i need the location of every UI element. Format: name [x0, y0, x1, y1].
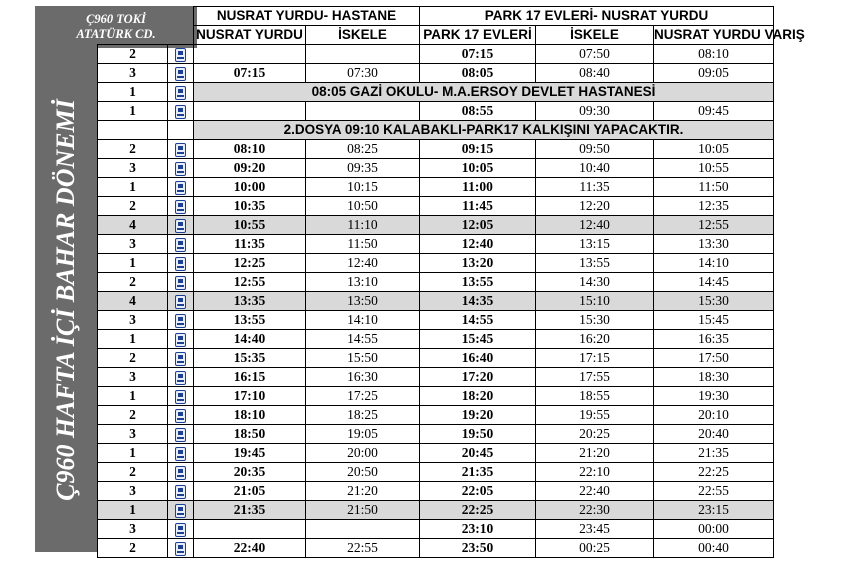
time-cell: 22:40 — [194, 539, 306, 558]
time-cell: 12:55 — [194, 273, 306, 292]
time-cell: 20:40 — [654, 425, 774, 444]
bus-number: 3 — [98, 425, 168, 444]
bus-stop-icon — [175, 352, 186, 366]
bus-icon-cell — [168, 83, 194, 102]
time-cell: 12:40 — [536, 216, 654, 235]
time-cell: 14:55 — [420, 311, 536, 330]
bus-icon-cell — [168, 501, 194, 520]
bus-icon-cell — [168, 539, 194, 558]
time-cell: 21:20 — [306, 482, 420, 501]
time-cell: 15:30 — [536, 311, 654, 330]
time-cell: 12:35 — [654, 197, 774, 216]
time-cell: 00:25 — [536, 539, 654, 558]
time-cell: 14:45 — [654, 273, 774, 292]
sidebar-title-panel — [35, 48, 97, 552]
bus-icon-cell — [168, 349, 194, 368]
bus-stop-icon — [175, 333, 186, 347]
table-row — [98, 349, 774, 368]
time-cell: 23:45 — [536, 520, 654, 539]
time-cell: 16:35 — [654, 330, 774, 349]
time-cell: 22:05 — [420, 482, 536, 501]
time-cell: 13:20 — [420, 254, 536, 273]
bus-number: 4 — [98, 216, 168, 235]
time-cell: 09:35 — [306, 159, 420, 178]
table-row — [98, 482, 774, 501]
bus-number: 1 — [98, 501, 168, 520]
time-cell: 20:45 — [420, 444, 536, 463]
time-cell: 16:20 — [536, 330, 654, 349]
bus-number: 1 — [98, 444, 168, 463]
group-header-nusrat-hastane: NUSRAT YURDU- HASTANE — [194, 7, 420, 26]
bus-number: 2 — [98, 406, 168, 425]
time-cell: 17:55 — [536, 368, 654, 387]
time-cell: 11:10 — [306, 216, 420, 235]
time-cell: 00:00 — [654, 520, 774, 539]
bus-icon-cell — [168, 197, 194, 216]
bus-stop-icon — [175, 219, 186, 233]
bus-stop-icon — [175, 314, 186, 328]
bus-icon-cell — [168, 368, 194, 387]
time-cell: 23:50 — [420, 539, 536, 558]
time-cell: 22:30 — [536, 501, 654, 520]
bus-stop-icon — [175, 105, 186, 119]
schedule-note: 08:05 GAZİ OKULU- M.A.ERSOY DEVLET HASTANESİ — [194, 83, 774, 102]
time-cell: 19:30 — [654, 387, 774, 406]
bus-icon-cell — [168, 254, 194, 273]
table-row — [98, 197, 774, 216]
col-header-iskele: İSKELE — [306, 26, 420, 45]
bus-number: 2 — [98, 349, 168, 368]
time-cell: 21:05 — [194, 482, 306, 501]
bus-icon-cell — [168, 121, 194, 140]
time-cell: 21:35 — [420, 463, 536, 482]
time-cell: 15:10 — [536, 292, 654, 311]
time-cell: 08:25 — [306, 140, 420, 159]
bus-stop-icon — [175, 86, 186, 100]
bus-stop-icon — [175, 523, 186, 537]
bus-icon-cell — [168, 387, 194, 406]
bus-stop-icon — [175, 504, 186, 518]
time-cell: 17:20 — [420, 368, 536, 387]
time-cell: 21:35 — [654, 444, 774, 463]
time-cell: 21:20 — [536, 444, 654, 463]
bus-stop-icon — [175, 295, 186, 309]
time-cell: 09:05 — [654, 64, 774, 83]
time-cell — [306, 520, 420, 539]
bus-icon-cell — [168, 463, 194, 482]
time-cell: 22:55 — [654, 482, 774, 501]
bus-icon-cell — [168, 273, 194, 292]
time-cell: 12:40 — [420, 235, 536, 254]
table-row — [98, 254, 774, 273]
time-cell: 14:10 — [654, 254, 774, 273]
time-cell: 13:35 — [194, 292, 306, 311]
time-cell: 20:50 — [306, 463, 420, 482]
bus-icon-cell — [168, 216, 194, 235]
bus-icon-cell — [168, 178, 194, 197]
bus-stop-icon — [175, 238, 186, 252]
bus-icon-cell — [168, 406, 194, 425]
bus-stop-icon — [175, 276, 186, 290]
table-row — [98, 463, 774, 482]
col-header-nusrat-yurdu: NUSRAT YURDU — [194, 26, 306, 45]
table-row — [98, 368, 774, 387]
bus-stop-icon — [175, 409, 186, 423]
timetable-body — [98, 45, 774, 558]
bus-stop-icon — [175, 371, 186, 385]
time-cell: 12:40 — [306, 254, 420, 273]
time-cell: 18:50 — [194, 425, 306, 444]
table-row — [98, 292, 774, 311]
bus-icon-cell — [168, 45, 194, 64]
bus-stop-icon — [175, 485, 186, 499]
time-cell: 22:25 — [654, 463, 774, 482]
route-name: Ç960 TOKİ — [86, 12, 146, 26]
timetable — [97, 6, 805, 558]
bus-number: 2 — [98, 273, 168, 292]
bus-number: 3 — [98, 159, 168, 178]
table-row — [98, 216, 774, 235]
time-cell: 15:30 — [654, 292, 774, 311]
time-cell: 18:30 — [654, 368, 774, 387]
time-cell: 08:10 — [194, 140, 306, 159]
time-cell: 14:30 — [536, 273, 654, 292]
time-cell — [306, 102, 420, 121]
bus-icon-cell — [168, 311, 194, 330]
header-spacer — [98, 7, 194, 45]
time-cell: 22:25 — [420, 501, 536, 520]
time-cell: 23:10 — [420, 520, 536, 539]
col-header-iskele-2: İSKELE — [536, 26, 654, 45]
time-cell: 18:25 — [306, 406, 420, 425]
time-cell: 07:15 — [194, 64, 306, 83]
bus-stop-icon — [175, 428, 186, 442]
time-cell: 20:25 — [536, 425, 654, 444]
bus-icon-cell — [168, 102, 194, 121]
time-cell: 21:50 — [306, 501, 420, 520]
bus-number — [98, 121, 168, 140]
time-cell: 07:15 — [420, 45, 536, 64]
time-cell: 09:20 — [194, 159, 306, 178]
time-cell: 20:10 — [654, 406, 774, 425]
time-cell: 15:35 — [194, 349, 306, 368]
time-cell: 15:45 — [420, 330, 536, 349]
bus-stop-icon — [175, 257, 186, 271]
bus-number: 3 — [98, 520, 168, 539]
time-cell: 09:30 — [536, 102, 654, 121]
time-cell: 17:15 — [536, 349, 654, 368]
time-cell: 19:05 — [306, 425, 420, 444]
time-cell: 10:05 — [420, 159, 536, 178]
table-row — [98, 140, 774, 159]
time-cell: 11:45 — [420, 197, 536, 216]
bus-stop-icon — [175, 181, 186, 195]
time-cell: 22:55 — [306, 539, 420, 558]
group-header-park17-nusrat: PARK 17 EVLERİ- NUSRAT YURDU — [420, 7, 774, 26]
bus-icon-cell — [168, 482, 194, 501]
table-row — [98, 425, 774, 444]
time-cell: 20:35 — [194, 463, 306, 482]
time-cell: 11:50 — [306, 235, 420, 254]
time-cell: 11:35 — [194, 235, 306, 254]
bus-icon-cell — [168, 140, 194, 159]
bus-number: 3 — [98, 368, 168, 387]
bus-number: 2 — [98, 539, 168, 558]
time-cell: 12:20 — [536, 197, 654, 216]
time-cell: 14:10 — [306, 311, 420, 330]
schedule-title: Ç960 HAFTA İÇİ BAHAR DÖNEMİ — [51, 99, 80, 501]
col-header-park17: PARK 17 EVLERİ — [420, 26, 536, 45]
table-row — [98, 520, 774, 539]
table-row — [98, 178, 774, 197]
table-row — [98, 64, 774, 83]
time-cell: 19:55 — [536, 406, 654, 425]
time-cell: 08:05 — [420, 64, 536, 83]
bus-number: 1 — [98, 102, 168, 121]
table-row — [98, 387, 774, 406]
time-cell: 10:15 — [306, 178, 420, 197]
table-row — [98, 235, 774, 254]
bus-number: 4 — [98, 292, 168, 311]
time-cell: 09:15 — [420, 140, 536, 159]
table-row — [98, 539, 774, 558]
table-row — [98, 273, 774, 292]
time-cell: 22:40 — [536, 482, 654, 501]
time-cell: 16:15 — [194, 368, 306, 387]
bus-number: 2 — [98, 140, 168, 159]
time-cell: 18:20 — [420, 387, 536, 406]
bus-number: 3 — [98, 482, 168, 501]
bus-icon-cell — [168, 444, 194, 463]
time-cell: 13:30 — [654, 235, 774, 254]
time-cell — [306, 45, 420, 64]
time-cell: 19:45 — [194, 444, 306, 463]
table-row — [98, 83, 774, 102]
time-cell: 16:30 — [306, 368, 420, 387]
table-row — [98, 330, 774, 349]
time-cell: 10:55 — [194, 216, 306, 235]
bus-number: 1 — [98, 330, 168, 349]
time-cell — [194, 520, 306, 539]
time-cell: 07:50 — [536, 45, 654, 64]
time-cell: 14:40 — [194, 330, 306, 349]
col-header-nusrat-varis: NUSRAT YURDU VARIŞ — [654, 26, 774, 45]
time-cell: 17:10 — [194, 387, 306, 406]
time-cell: 13:55 — [420, 273, 536, 292]
bus-icon-cell — [168, 159, 194, 178]
bus-number: 1 — [98, 254, 168, 273]
table-row — [98, 406, 774, 425]
table-row — [98, 311, 774, 330]
time-cell: 13:50 — [306, 292, 420, 311]
bus-number: 3 — [98, 311, 168, 330]
bus-stop-icon — [175, 48, 186, 62]
bus-number: 1 — [98, 387, 168, 406]
bus-icon-cell — [168, 425, 194, 444]
bus-stop-icon — [175, 67, 186, 81]
time-cell: 21:35 — [194, 501, 306, 520]
time-cell: 11:50 — [654, 178, 774, 197]
time-cell: 13:15 — [536, 235, 654, 254]
time-cell: 08:40 — [536, 64, 654, 83]
time-cell: 14:35 — [420, 292, 536, 311]
time-cell: 00:40 — [654, 539, 774, 558]
bus-number: 2 — [98, 197, 168, 216]
time-cell: 18:10 — [194, 406, 306, 425]
time-cell: 14:55 — [306, 330, 420, 349]
bus-number: 2 — [98, 463, 168, 482]
table-row — [98, 159, 774, 178]
time-cell: 13:55 — [536, 254, 654, 273]
time-cell: 12:55 — [654, 216, 774, 235]
time-cell: 13:10 — [306, 273, 420, 292]
table-row — [98, 45, 774, 64]
table-row — [98, 501, 774, 520]
time-cell: 12:05 — [420, 216, 536, 235]
time-cell: 11:35 — [536, 178, 654, 197]
route-street: ATATÜRK CD. — [76, 27, 156, 41]
time-cell: 17:50 — [654, 349, 774, 368]
bus-stop-icon — [175, 162, 186, 176]
bus-number: 1 — [98, 83, 168, 102]
bus-stop-icon — [175, 542, 186, 556]
time-cell — [194, 45, 306, 64]
time-cell: 17:25 — [306, 387, 420, 406]
bus-number: 3 — [98, 64, 168, 83]
time-cell: 07:30 — [306, 64, 420, 83]
time-cell: 09:50 — [536, 140, 654, 159]
time-cell: 13:55 — [194, 311, 306, 330]
time-cell: 20:00 — [306, 444, 420, 463]
table-row — [98, 102, 774, 121]
table-row — [98, 121, 774, 140]
time-cell: 15:45 — [654, 311, 774, 330]
time-cell: 19:20 — [420, 406, 536, 425]
bus-stop-icon — [175, 447, 186, 461]
table-row — [98, 444, 774, 463]
time-cell: 10:35 — [194, 197, 306, 216]
bus-stop-icon — [175, 390, 186, 404]
time-cell: 16:40 — [420, 349, 536, 368]
time-cell: 15:50 — [306, 349, 420, 368]
time-cell: 18:55 — [536, 387, 654, 406]
time-cell: 09:45 — [654, 102, 774, 121]
time-cell: 22:10 — [536, 463, 654, 482]
time-cell: 10:50 — [306, 197, 420, 216]
time-cell: 10:00 — [194, 178, 306, 197]
time-cell: 12:25 — [194, 254, 306, 273]
time-cell: 11:00 — [420, 178, 536, 197]
bus-stop-icon — [175, 200, 186, 214]
bus-number: 1 — [98, 178, 168, 197]
bus-icon-cell — [168, 520, 194, 539]
bus-icon-cell — [168, 64, 194, 83]
bus-stop-icon — [175, 466, 186, 480]
time-cell: 23:15 — [654, 501, 774, 520]
time-cell: 08:55 — [420, 102, 536, 121]
time-cell: 19:50 — [420, 425, 536, 444]
bus-number: 2 — [98, 45, 168, 64]
time-cell: 10:40 — [536, 159, 654, 178]
bus-icon-cell — [168, 235, 194, 254]
bus-icon-cell — [168, 292, 194, 311]
bus-icon-cell — [168, 330, 194, 349]
time-cell — [194, 102, 306, 121]
bus-stop-icon — [175, 143, 186, 157]
time-cell: 10:05 — [654, 140, 774, 159]
time-cell: 10:55 — [654, 159, 774, 178]
time-cell: 08:10 — [654, 45, 774, 64]
bus-number: 3 — [98, 235, 168, 254]
schedule-note: 2.DOSYA 09:10 KALABAKLI-PARK17 KALKIŞINI YAPACAKTIR. — [194, 121, 774, 140]
